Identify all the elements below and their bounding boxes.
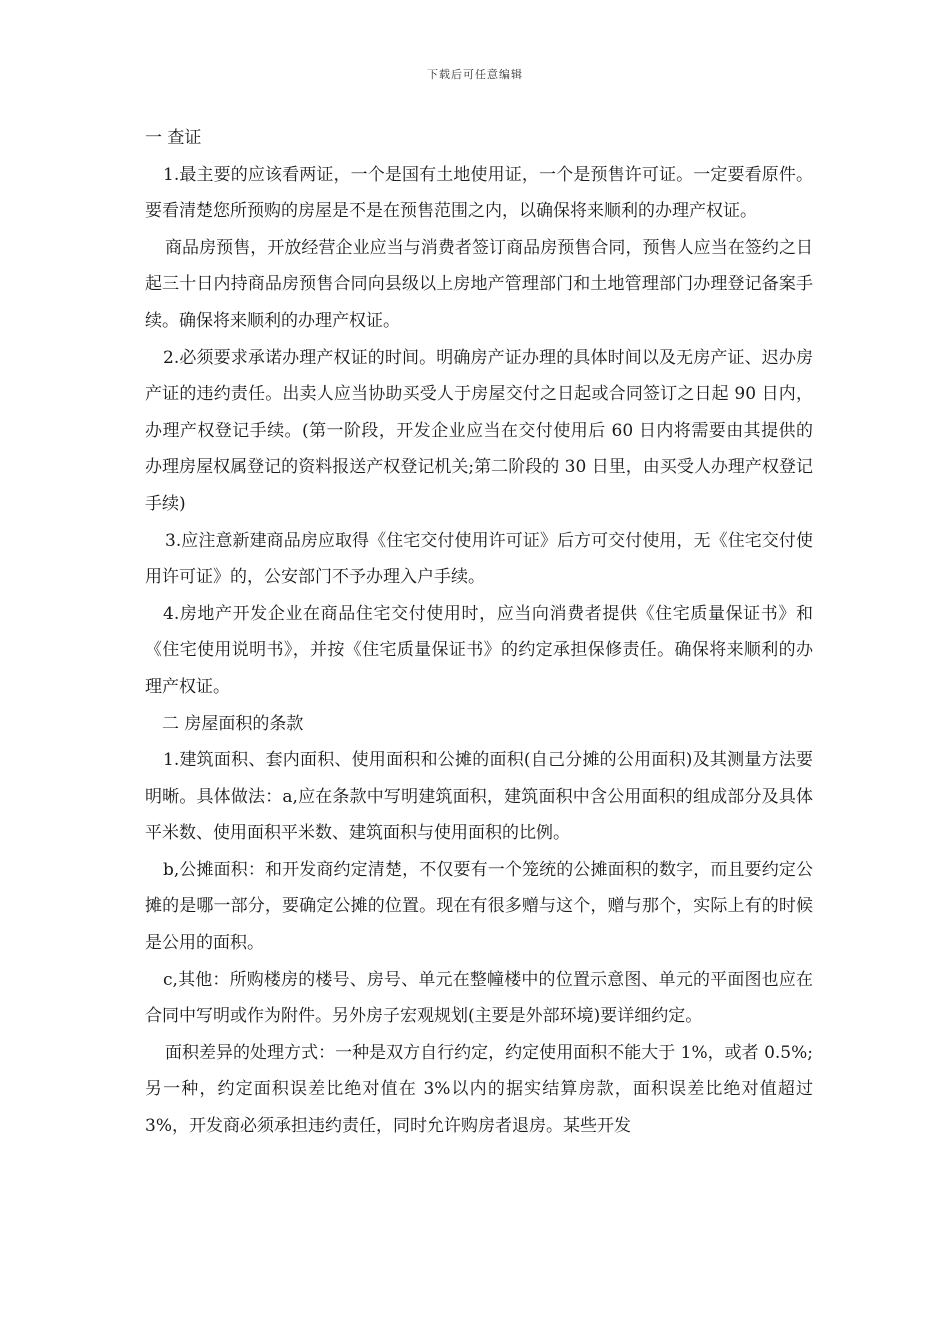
paragraph: 1.建筑面积、套内面积、使用面积和公摊的面积(自己分摊的公用面积)及其测量方法要明晰。具体做法：a,应在条款中写明建筑面积，建筑面积中含公用面积的组成部分及具体平米数、使用面积平米数、建筑面积与使用面积的比例。 (145, 750, 813, 844)
paragraph: 3.应注意新建商品房应取得《住宅交付使用许可证》后方可交付使用，无《住宅交付使用许可证》的，公安部门不予办理入户手续。 (145, 530, 813, 588)
header-note: 下载后可任意编辑 (427, 68, 523, 81)
section-heading-area-terms: 二 房屋面积的条款 (162, 713, 304, 734)
paragraph: 2.必须要求承诺办理产权证的时间。明确房产证办理的具体时间以及无房产证、迟办房产证的违约责任。出卖人应当协助买受人于房屋交付之日起或合同签订之日起 90 日内，办理产权登记手续。(第一阶段，开发企业应当在交付使用后 60 日内将需要由其提供的办理房屋权属登记的资料报送产权登记机关;第二阶段的 30 日里，由买受人办理产权登记手续) (145, 347, 813, 514)
paragraph: c,其他：所购楼房的楼号、房号、单元在整幢楼中的位置示意图、单元的平面图也应在合同中写明或作为附件。另外房子宏观规划(主要是外部环境)要详细约定。 (145, 969, 813, 1027)
paragraph: b,公摊面积：和开发商约定清楚，不仅要有一个笼统的公摊面积的数字，而且要约定公摊的是哪一部分，要确定公摊的位置。现在有很多赠与这个，赠与那个，实际上有的时候是公用的面积。 (145, 859, 813, 954)
paragraph: 4.房地产开发企业在商品住宅交付使用时，应当向消费者提供《住宅质量保证书》和《住宅使用说明书》，并按《住宅质量保证书》的约定承担保修责任。确保将来顺利的办理产权证。 (145, 603, 813, 697)
paragraph: 面积差异的处理方式：一种是双方自行约定，约定使用面积不能大于 1%，或者 0.5%;另一种，约定面积误差比绝对值在 3%以内的据实结算房款，面积误差比绝对值超过 3%，开发商必须承担违约责任，同时允许购房者退房。某些开发 (145, 1042, 813, 1137)
paragraph: 1.最主要的应该看两证，一个是国有土地使用证，一个是预售许可证。一定要看原件。要看清楚您所预购的房屋是不是在预售范围之内，以确保将来顺利的办理产权证。 (145, 164, 813, 222)
document-body (145, 120, 813, 1145)
section-heading-verify: 一 查证 (145, 128, 202, 148)
paragraph: 商品房预售，开放经营企业应当与消费者签订商品房预售合同，预售人应当在签约之日起三十日内持商品房预售合同向县级以上房地产管理部门和土地管理部门办理登记备案手续。确保将来顺利的办理产权证。 (145, 237, 813, 331)
